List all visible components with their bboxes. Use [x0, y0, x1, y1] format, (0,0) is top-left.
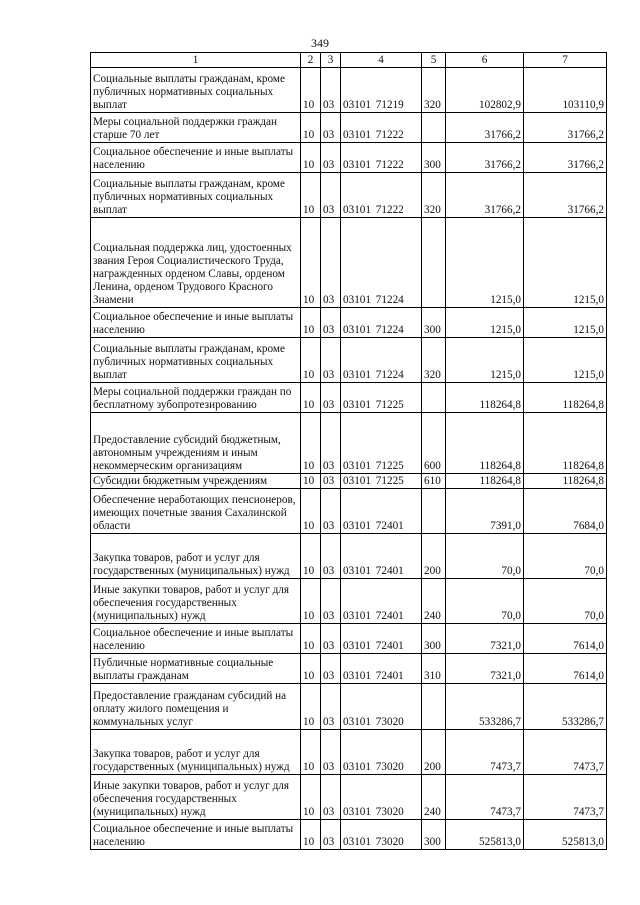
table-row: [91, 113, 607, 143]
row-section: 10: [301, 218, 321, 308]
table-row: [91, 489, 607, 534]
row-section: 10: [301, 820, 321, 850]
row-article-code: 71219: [375, 99, 404, 111]
header-row: [91, 53, 607, 68]
table-row: [91, 308, 607, 338]
table-row: [91, 474, 607, 489]
row-expense-type: 310: [422, 654, 446, 684]
row-section: 10: [301, 775, 321, 820]
row-expense-type: 240: [422, 579, 446, 624]
row-expense-type: [422, 113, 446, 143]
row-amount-col-6: 1215,0: [446, 338, 524, 383]
row-name: Социальное обеспечение и иные выплаты населению: [91, 624, 301, 654]
row-amount-col-7: 1215,0: [524, 338, 607, 383]
row-target-article: [341, 684, 422, 730]
row-article-code: 71222: [375, 129, 404, 141]
row-expense-type: 200: [422, 534, 446, 579]
row-amount-col-7: 1215,0: [524, 218, 607, 308]
row-amount-col-7: 525813,0: [524, 820, 607, 850]
row-target-article: [341, 579, 422, 624]
row-name: Социальная поддержка лиц, удостоенных звания Героя Социалистического Труда, награжденных орденом Славы, орденом Ленина, орденом Трудового Красного Знамени: [91, 218, 301, 308]
row-subsection: 03: [321, 820, 341, 850]
row-amount-col-6: 525813,0: [446, 820, 524, 850]
row-amount-col-7: 7614,0: [524, 624, 607, 654]
row-target-article: [341, 534, 422, 579]
row-program-code: 03101: [343, 159, 371, 171]
table-row: [91, 820, 607, 850]
row-amount-col-7: 7473,7: [524, 775, 607, 820]
row-section: 10: [301, 338, 321, 383]
row-target-article: [341, 308, 422, 338]
row-target-article: [341, 654, 422, 684]
table-row: [91, 338, 607, 383]
row-program-code: 03101: [343, 836, 371, 848]
row-name: Предоставление гражданам субсидий на оплату жилого помещения и коммунальных услуг: [91, 684, 301, 730]
row-program-code: 03101: [343, 460, 371, 472]
row-subsection: 03: [321, 624, 341, 654]
row-article-code: 72401: [375, 565, 404, 577]
row-name: Социальные выплаты гражданам, кроме публичных нормативных социальных выплат: [91, 173, 301, 218]
row-article-code: 71225: [375, 399, 404, 411]
row-target-article: [341, 624, 422, 654]
row-amount-col-6: 31766,2: [446, 173, 524, 218]
row-expense-type: 320: [422, 173, 446, 218]
row-subsection: 03: [321, 730, 341, 775]
row-section: 10: [301, 68, 321, 113]
row-article-code: 71225: [375, 475, 404, 487]
row-amount-col-6: 1215,0: [446, 308, 524, 338]
row-program-code: 03101: [343, 294, 371, 306]
row-program-code: 03101: [343, 399, 371, 411]
row-article-code: 73020: [375, 836, 404, 848]
row-article-code: 71225: [375, 460, 404, 472]
row-program-code: 03101: [343, 475, 371, 487]
row-amount-col-6: 102802,9: [446, 68, 524, 113]
row-amount-col-6: 31766,2: [446, 143, 524, 173]
row-expense-type: [422, 383, 446, 413]
row-name: Предоставление субсидий бюджетным, автономным учреждениям и иным некоммерческим организациям: [91, 413, 301, 474]
row-name: Социальное обеспечение и иные выплаты населению: [91, 308, 301, 338]
row-amount-col-7: 118264,8: [524, 413, 607, 474]
row-article-code: 71224: [375, 369, 404, 381]
row-expense-type: 200: [422, 730, 446, 775]
row-program-code: 03101: [343, 129, 371, 141]
row-article-code: 71222: [375, 204, 404, 216]
row-program-code: 03101: [343, 806, 371, 818]
table-row: [91, 534, 607, 579]
header-col-2: 2: [301, 53, 321, 68]
row-subsection: 03: [321, 413, 341, 474]
row-subsection: 03: [321, 113, 341, 143]
row-amount-col-6: 1215,0: [446, 218, 524, 308]
row-amount-col-6: 7473,7: [446, 730, 524, 775]
row-program-code: 03101: [343, 761, 371, 773]
row-name: Закупка товаров, работ и услуг для государственных (муниципальных) нужд: [91, 730, 301, 775]
row-program-code: 03101: [343, 204, 371, 216]
row-amount-col-7: 118264,8: [524, 383, 607, 413]
row-subsection: 03: [321, 579, 341, 624]
row-section: 10: [301, 474, 321, 489]
table-row: [91, 143, 607, 173]
row-amount-col-6: 70,0: [446, 579, 524, 624]
row-article-code: 73020: [375, 761, 404, 773]
row-target-article: [341, 383, 422, 413]
row-article-code: 72401: [375, 640, 404, 652]
table-row: [91, 413, 607, 474]
row-article-code: 71224: [375, 324, 404, 336]
row-program-code: 03101: [343, 324, 371, 336]
table-row: [91, 654, 607, 684]
row-amount-col-6: 118264,8: [446, 474, 524, 489]
header-col-1: 1: [91, 53, 301, 68]
row-amount-col-7: 70,0: [524, 534, 607, 579]
row-expense-type: 320: [422, 68, 446, 113]
row-section: 10: [301, 489, 321, 534]
row-subsection: 03: [321, 68, 341, 113]
row-expense-type: 300: [422, 624, 446, 654]
row-subsection: 03: [321, 775, 341, 820]
row-expense-type: 300: [422, 143, 446, 173]
row-expense-type: 320: [422, 338, 446, 383]
row-name: Меры социальной поддержки граждан по бесплатному зубопротезированию: [91, 383, 301, 413]
row-expense-type: 600: [422, 413, 446, 474]
header-col-4: 4: [341, 53, 422, 68]
row-target-article: [341, 338, 422, 383]
row-target-article: [341, 173, 422, 218]
row-amount-col-6: 7473,7: [446, 775, 524, 820]
table-row: [91, 624, 607, 654]
row-amount-col-7: 31766,2: [524, 173, 607, 218]
row-program-code: 03101: [343, 670, 371, 682]
row-amount-col-6: 118264,8: [446, 383, 524, 413]
row-section: 10: [301, 579, 321, 624]
row-target-article: [341, 730, 422, 775]
budget-table: [90, 52, 607, 850]
table-row: [91, 684, 607, 730]
row-target-article: [341, 113, 422, 143]
table-row: [91, 218, 607, 308]
row-subsection: 03: [321, 143, 341, 173]
row-name: Социальное обеспечение и иные выплаты населению: [91, 820, 301, 850]
row-name: Социальные выплаты гражданам, кроме публичных нормативных социальных выплат: [91, 68, 301, 113]
row-section: 10: [301, 413, 321, 474]
row-subsection: 03: [321, 173, 341, 218]
row-expense-type: 240: [422, 775, 446, 820]
row-name: Публичные нормативные социальные выплаты гражданам: [91, 654, 301, 684]
row-amount-col-7: 70,0: [524, 579, 607, 624]
row-target-article: [341, 775, 422, 820]
row-amount-col-7: 31766,2: [524, 113, 607, 143]
row-program-code: 03101: [343, 520, 371, 532]
row-subsection: 03: [321, 218, 341, 308]
row-target-article: [341, 474, 422, 489]
row-section: 10: [301, 730, 321, 775]
row-program-code: 03101: [343, 369, 371, 381]
row-amount-col-7: 7473,7: [524, 730, 607, 775]
row-subsection: 03: [321, 534, 341, 579]
row-name: Субсидии бюджетным учреждениям: [91, 474, 301, 489]
row-name: Обеспечение неработающих пенсионеров, имеющих почетные звания Сахалинской области: [91, 489, 301, 534]
row-article-code: 71222: [375, 159, 404, 171]
row-subsection: 03: [321, 474, 341, 489]
row-section: 10: [301, 143, 321, 173]
table-row: [91, 173, 607, 218]
row-name: Социальные выплаты гражданам, кроме публичных нормативных социальных выплат: [91, 338, 301, 383]
row-article-code: 71224: [375, 294, 404, 306]
row-name: Иные закупки товаров, работ и услуг для обеспечения государственных (муниципальных) нужд: [91, 579, 301, 624]
row-expense-type: 300: [422, 820, 446, 850]
row-subsection: 03: [321, 684, 341, 730]
table-row: [91, 68, 607, 113]
row-amount-col-7: 533286,7: [524, 684, 607, 730]
row-target-article: [341, 143, 422, 173]
row-name: Меры социальной поддержки граждан старше 70 лет: [91, 113, 301, 143]
row-subsection: 03: [321, 308, 341, 338]
row-amount-col-7: 118264,8: [524, 474, 607, 489]
row-subsection: 03: [321, 383, 341, 413]
row-expense-type: [422, 218, 446, 308]
row-section: 10: [301, 624, 321, 654]
row-subsection: 03: [321, 654, 341, 684]
row-section: 10: [301, 534, 321, 579]
header-col-7: 7: [524, 53, 607, 68]
row-program-code: 03101: [343, 565, 371, 577]
row-amount-col-6: 70,0: [446, 534, 524, 579]
row-amount-col-7: 7614,0: [524, 654, 607, 684]
row-expense-type: [422, 489, 446, 534]
header-col-3: 3: [321, 53, 341, 68]
table-row: [91, 730, 607, 775]
row-expense-type: 300: [422, 308, 446, 338]
row-amount-col-7: 1215,0: [524, 308, 607, 338]
row-section: 10: [301, 113, 321, 143]
row-amount-col-6: 533286,7: [446, 684, 524, 730]
row-section: 10: [301, 654, 321, 684]
row-amount-col-7: 7684,0: [524, 489, 607, 534]
row-amount-col-7: 31766,2: [524, 143, 607, 173]
row-program-code: 03101: [343, 99, 371, 111]
page-number: 349: [311, 36, 329, 50]
row-target-article: [341, 489, 422, 534]
row-amount-col-7: 103110,9: [524, 68, 607, 113]
row-target-article: [341, 820, 422, 850]
row-target-article: [341, 218, 422, 308]
row-amount-col-6: 7321,0: [446, 624, 524, 654]
row-expense-type: 610: [422, 474, 446, 489]
row-article-code: 72401: [375, 610, 404, 622]
row-section: 10: [301, 684, 321, 730]
row-section: 10: [301, 308, 321, 338]
table-row: [91, 775, 607, 820]
row-amount-col-6: 118264,8: [446, 413, 524, 474]
row-section: 10: [301, 383, 321, 413]
header-col-6: 6: [446, 53, 524, 68]
row-expense-type: [422, 684, 446, 730]
row-article-code: 72401: [375, 520, 404, 532]
row-article-code: 72401: [375, 670, 404, 682]
table-row: [91, 383, 607, 413]
row-subsection: 03: [321, 338, 341, 383]
table-row: [91, 579, 607, 624]
header-col-5: 5: [422, 53, 446, 68]
row-amount-col-6: 7391,0: [446, 489, 524, 534]
row-program-code: 03101: [343, 716, 371, 728]
row-name: Иные закупки товаров, работ и услуг для обеспечения государственных (муниципальных) нужд: [91, 775, 301, 820]
row-subsection: 03: [321, 489, 341, 534]
row-program-code: 03101: [343, 640, 371, 652]
row-amount-col-6: 31766,2: [446, 113, 524, 143]
row-program-code: 03101: [343, 610, 371, 622]
row-name: Социальное обеспечение и иные выплаты населению: [91, 143, 301, 173]
row-article-code: 73020: [375, 806, 404, 818]
row-target-article: [341, 68, 422, 113]
row-amount-col-6: 7321,0: [446, 654, 524, 684]
row-article-code: 73020: [375, 716, 404, 728]
row-name: Закупка товаров, работ и услуг для государственных (муниципальных) нужд: [91, 534, 301, 579]
row-section: 10: [301, 173, 321, 218]
row-target-article: [341, 413, 422, 474]
